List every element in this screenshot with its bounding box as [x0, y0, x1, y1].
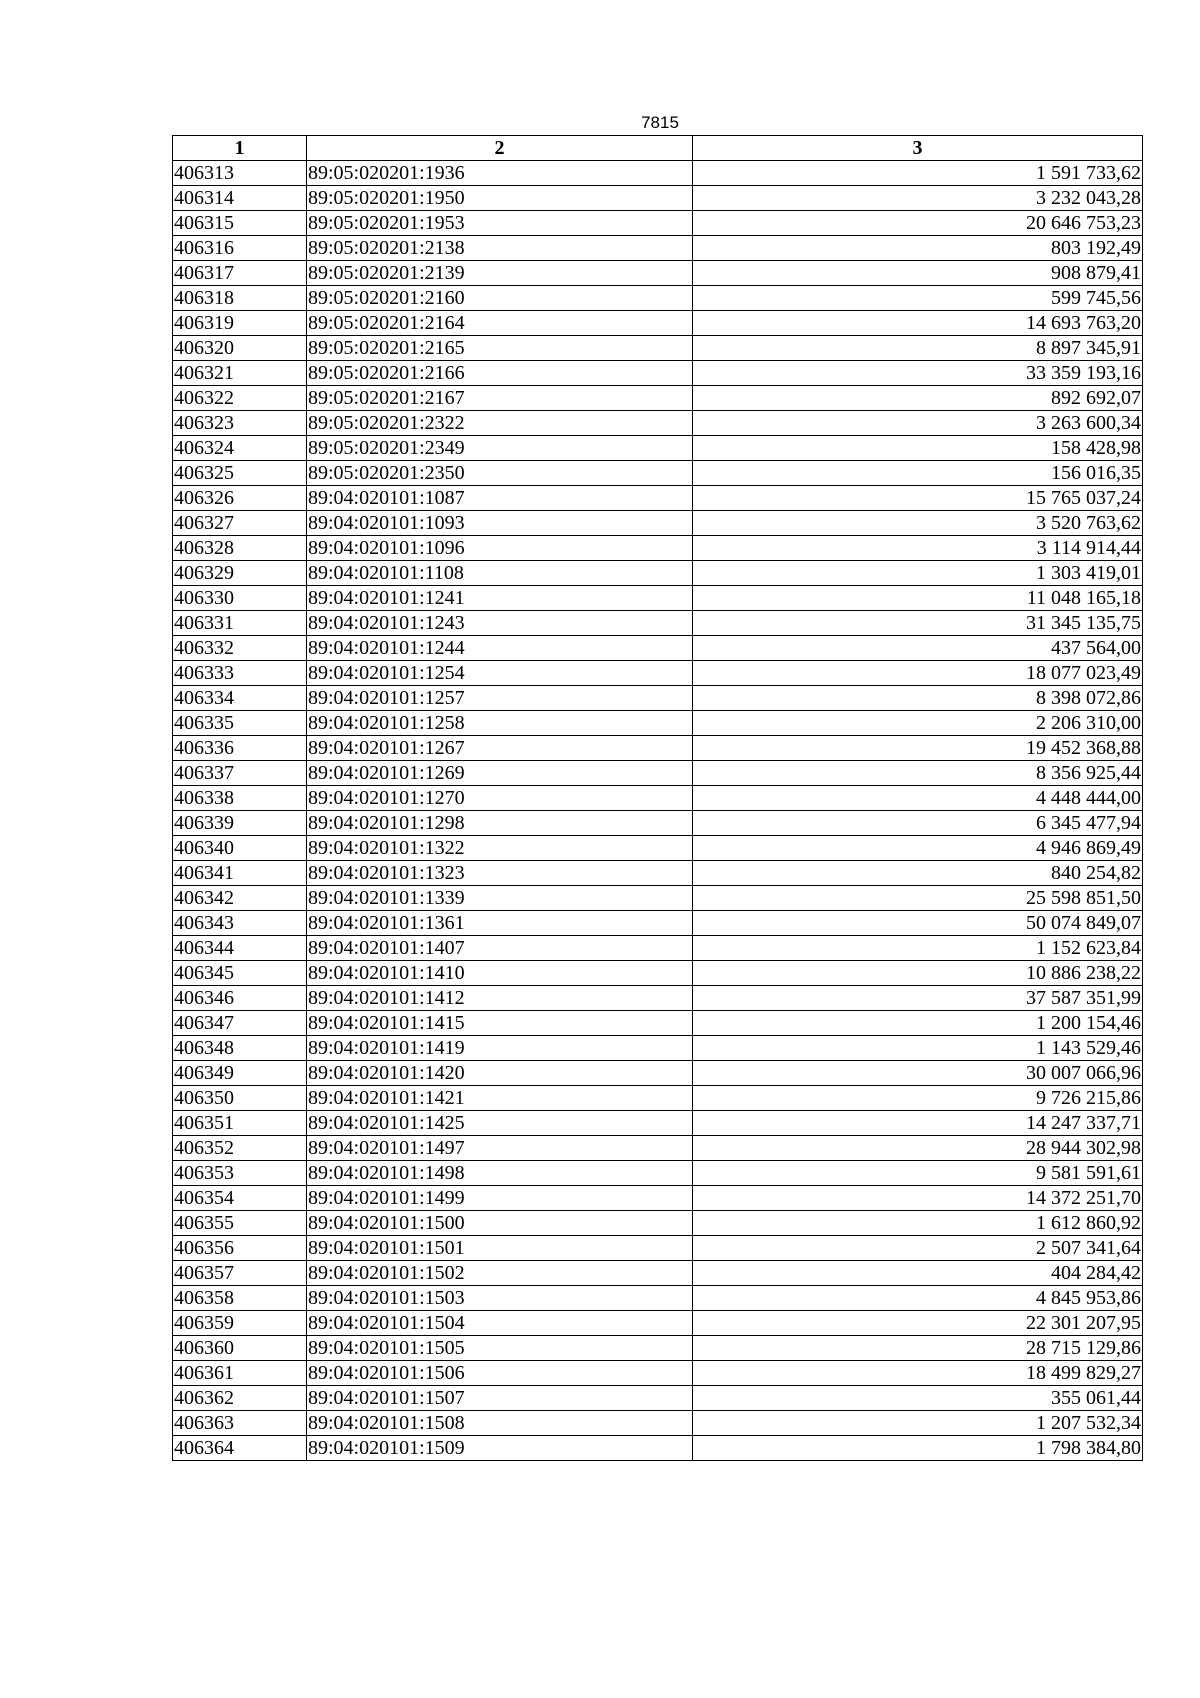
cadastral-number-cell: 89:04:020101:1323 [307, 861, 693, 886]
cadastral-number-cell: 89:04:020101:1505 [307, 1336, 693, 1361]
cadastral-number-cell: 89:04:020101:1267 [307, 736, 693, 761]
cadastral-number-cell: 89:05:020201:2165 [307, 336, 693, 361]
header-row [173, 136, 1143, 161]
table-row [173, 1436, 1143, 1461]
row-number-cell: 406328 [173, 536, 307, 561]
table-row [173, 436, 1143, 461]
row-number-cell: 406346 [173, 986, 307, 1011]
cadastral-number-cell: 89:05:020201:2164 [307, 311, 693, 336]
cadastral-number-cell: 89:05:020201:2167 [307, 386, 693, 411]
table-row [173, 711, 1143, 736]
row-number-cell: 406360 [173, 1336, 307, 1361]
value-cell: 9 726 215,86 [693, 1086, 1143, 1111]
row-number-cell: 406314 [173, 186, 307, 211]
value-cell: 50 074 849,07 [693, 911, 1143, 936]
cadastral-number-cell: 89:04:020101:1498 [307, 1161, 693, 1186]
row-number-cell: 406319 [173, 311, 307, 336]
cadastral-number-cell: 89:04:020101:1507 [307, 1386, 693, 1411]
cadastral-number-cell: 89:04:020101:1421 [307, 1086, 693, 1111]
cadastral-number-cell: 89:05:020201:2166 [307, 361, 693, 386]
row-number-cell: 406333 [173, 661, 307, 686]
table-header [173, 136, 1143, 161]
cadastral-number-cell: 89:04:020101:1497 [307, 1136, 693, 1161]
row-number-cell: 406336 [173, 736, 307, 761]
cadastral-number-cell: 89:04:020101:1506 [307, 1361, 693, 1386]
row-number-cell: 406322 [173, 386, 307, 411]
cadastral-number-cell: 89:04:020101:1108 [307, 561, 693, 586]
value-cell: 599 745,56 [693, 286, 1143, 311]
value-cell: 33 359 193,16 [693, 361, 1143, 386]
value-cell: 6 345 477,94 [693, 811, 1143, 836]
table-row [173, 761, 1143, 786]
table-row [173, 586, 1143, 611]
value-cell: 158 428,98 [693, 436, 1143, 461]
table-row [173, 1361, 1143, 1386]
table-row [173, 461, 1143, 486]
row-number-cell: 406329 [173, 561, 307, 586]
table-row [173, 1336, 1143, 1361]
table-row [173, 161, 1143, 186]
row-number-cell: 406326 [173, 486, 307, 511]
row-number-cell: 406337 [173, 761, 307, 786]
value-cell: 1 591 733,62 [693, 161, 1143, 186]
cadastral-number-cell: 89:04:020101:1425 [307, 1111, 693, 1136]
value-cell: 3 232 043,28 [693, 186, 1143, 211]
row-number-cell: 406355 [173, 1211, 307, 1236]
table-row [173, 1011, 1143, 1036]
row-number-cell: 406338 [173, 786, 307, 811]
row-number-cell: 406343 [173, 911, 307, 936]
value-cell: 4 448 444,00 [693, 786, 1143, 811]
cadastral-number-cell: 89:04:020101:1258 [307, 711, 693, 736]
table-row [173, 411, 1143, 436]
value-cell: 4 845 953,86 [693, 1286, 1143, 1311]
table-row [173, 961, 1143, 986]
table-body [173, 161, 1143, 1461]
row-number-cell: 406335 [173, 711, 307, 736]
table-row [173, 336, 1143, 361]
row-number-cell: 406357 [173, 1261, 307, 1286]
row-number-cell: 406317 [173, 261, 307, 286]
column-header-3: 3 [693, 136, 1143, 161]
row-number-cell: 406356 [173, 1236, 307, 1261]
value-cell: 18 077 023,49 [693, 661, 1143, 686]
table-row [173, 311, 1143, 336]
value-cell: 31 345 135,75 [693, 611, 1143, 636]
value-cell: 22 301 207,95 [693, 1311, 1143, 1336]
value-cell: 437 564,00 [693, 636, 1143, 661]
value-cell: 11 048 165,18 [693, 586, 1143, 611]
table-row [173, 211, 1143, 236]
row-number-cell: 406330 [173, 586, 307, 611]
table-row [173, 736, 1143, 761]
row-number-cell: 406361 [173, 1361, 307, 1386]
cadastral-number-cell: 89:04:020101:1298 [307, 811, 693, 836]
cadastral-number-cell: 89:05:020201:2139 [307, 261, 693, 286]
table-row [173, 911, 1143, 936]
value-cell: 840 254,82 [693, 861, 1143, 886]
row-number-cell: 406364 [173, 1436, 307, 1461]
cadastral-number-cell: 89:05:020201:1950 [307, 186, 693, 211]
cadastral-number-cell: 89:04:020101:1509 [307, 1436, 693, 1461]
table-row [173, 661, 1143, 686]
row-number-cell: 406323 [173, 411, 307, 436]
cadastral-number-cell: 89:04:020101:1244 [307, 636, 693, 661]
cadastral-number-cell: 89:04:020101:1361 [307, 911, 693, 936]
value-cell: 8 897 345,91 [693, 336, 1143, 361]
table-row [173, 861, 1143, 886]
cadastral-number-cell: 89:04:020101:1257 [307, 686, 693, 711]
table-row [173, 261, 1143, 286]
row-number-cell: 406353 [173, 1161, 307, 1186]
value-cell: 14 247 337,71 [693, 1111, 1143, 1136]
table-row [173, 811, 1143, 836]
row-number-cell: 406320 [173, 336, 307, 361]
row-number-cell: 406349 [173, 1061, 307, 1086]
table-row [173, 1261, 1143, 1286]
cadastral-number-cell: 89:05:020201:2350 [307, 461, 693, 486]
value-cell: 25 598 851,50 [693, 886, 1143, 911]
table-row [173, 1311, 1143, 1336]
cadastral-number-cell: 89:04:020101:1243 [307, 611, 693, 636]
value-cell: 1 303 419,01 [693, 561, 1143, 586]
cadastral-number-cell: 89:04:020101:1322 [307, 836, 693, 861]
cadastral-number-cell: 89:04:020101:1500 [307, 1211, 693, 1236]
table-row [173, 1061, 1143, 1086]
table-row [173, 1211, 1143, 1236]
table-row [173, 1036, 1143, 1061]
row-number-cell: 406341 [173, 861, 307, 886]
table-row [173, 886, 1143, 911]
value-cell: 4 946 869,49 [693, 836, 1143, 861]
value-cell: 15 765 037,24 [693, 486, 1143, 511]
value-cell: 355 061,44 [693, 1386, 1143, 1411]
page-number: 7815 [641, 113, 679, 132]
table-row [173, 511, 1143, 536]
row-number-cell: 406358 [173, 1286, 307, 1311]
row-number-cell: 406362 [173, 1386, 307, 1411]
value-cell: 8 398 072,86 [693, 686, 1143, 711]
table-row [173, 1386, 1143, 1411]
table-row [173, 786, 1143, 811]
row-number-cell: 406363 [173, 1411, 307, 1436]
cadastral-number-cell: 89:04:020101:1269 [307, 761, 693, 786]
cadastral-number-cell: 89:04:020101:1501 [307, 1236, 693, 1261]
cadastral-number-cell: 89:05:020201:1953 [307, 211, 693, 236]
data-table [172, 135, 1143, 1461]
value-cell: 1 798 384,80 [693, 1436, 1143, 1461]
table-row [173, 1111, 1143, 1136]
row-number-cell: 406354 [173, 1186, 307, 1211]
cadastral-number-cell: 89:04:020101:1410 [307, 961, 693, 986]
row-number-cell: 406348 [173, 1036, 307, 1061]
cadastral-number-cell: 89:04:020101:1096 [307, 536, 693, 561]
value-cell: 404 284,42 [693, 1261, 1143, 1286]
value-cell: 37 587 351,99 [693, 986, 1143, 1011]
cadastral-number-cell: 89:05:020201:2349 [307, 436, 693, 461]
value-cell: 156 016,35 [693, 461, 1143, 486]
row-number-cell: 406359 [173, 1311, 307, 1336]
value-cell: 3 114 914,44 [693, 536, 1143, 561]
row-number-cell: 406334 [173, 686, 307, 711]
value-cell: 10 886 238,22 [693, 961, 1143, 986]
table-row [173, 986, 1143, 1011]
row-number-cell: 406347 [173, 1011, 307, 1036]
row-number-cell: 406324 [173, 436, 307, 461]
row-number-cell: 406327 [173, 511, 307, 536]
row-number-cell: 406340 [173, 836, 307, 861]
cadastral-number-cell: 89:04:020101:1503 [307, 1286, 693, 1311]
cadastral-number-cell: 89:04:020101:1499 [307, 1186, 693, 1211]
cadastral-number-cell: 89:04:020101:1270 [307, 786, 693, 811]
cadastral-number-cell: 89:05:020201:1936 [307, 161, 693, 186]
value-cell: 28 715 129,86 [693, 1336, 1143, 1361]
value-cell: 14 693 763,20 [693, 311, 1143, 336]
table-row [173, 561, 1143, 586]
row-number-cell: 406315 [173, 211, 307, 236]
table-row [173, 361, 1143, 386]
row-number-cell: 406344 [173, 936, 307, 961]
row-number-cell: 406325 [173, 461, 307, 486]
cadastral-number-cell: 89:04:020101:1508 [307, 1411, 693, 1436]
value-cell: 2 507 341,64 [693, 1236, 1143, 1261]
table-row [173, 386, 1143, 411]
column-header-1: 1 [173, 136, 307, 161]
cadastral-number-cell: 89:04:020101:1419 [307, 1036, 693, 1061]
value-cell: 1 143 529,46 [693, 1036, 1143, 1061]
row-number-cell: 406316 [173, 236, 307, 261]
cadastral-number-cell: 89:04:020101:1504 [307, 1311, 693, 1336]
value-cell: 20 646 753,23 [693, 211, 1143, 236]
table-row [173, 611, 1143, 636]
value-cell: 3 520 763,62 [693, 511, 1143, 536]
value-cell: 2 206 310,00 [693, 711, 1143, 736]
row-number-cell: 406331 [173, 611, 307, 636]
table-row [173, 1136, 1143, 1161]
cadastral-number-cell: 89:04:020101:1407 [307, 936, 693, 961]
table-row [173, 1286, 1143, 1311]
table-row [173, 1161, 1143, 1186]
row-number-cell: 406351 [173, 1111, 307, 1136]
value-cell: 1 612 860,92 [693, 1211, 1143, 1236]
value-cell: 892 692,07 [693, 386, 1143, 411]
cadastral-number-cell: 89:04:020101:1254 [307, 661, 693, 686]
value-cell: 1 200 154,46 [693, 1011, 1143, 1036]
value-cell: 908 879,41 [693, 261, 1143, 286]
table-row [173, 1411, 1143, 1436]
value-cell: 8 356 925,44 [693, 761, 1143, 786]
cadastral-number-cell: 89:04:020101:1339 [307, 886, 693, 911]
cadastral-number-cell: 89:04:020101:1415 [307, 1011, 693, 1036]
value-cell: 1 152 623,84 [693, 936, 1143, 961]
row-number-cell: 406339 [173, 811, 307, 836]
row-number-cell: 406352 [173, 1136, 307, 1161]
column-header-2: 2 [307, 136, 693, 161]
table-row [173, 636, 1143, 661]
table-row [173, 236, 1143, 261]
row-number-cell: 406345 [173, 961, 307, 986]
table-row [173, 486, 1143, 511]
table-row [173, 286, 1143, 311]
table-row [173, 686, 1143, 711]
value-cell: 30 007 066,96 [693, 1061, 1143, 1086]
cadastral-number-cell: 89:05:020201:2138 [307, 236, 693, 261]
row-number-cell: 406332 [173, 636, 307, 661]
row-number-cell: 406313 [173, 161, 307, 186]
cadastral-number-cell: 89:04:020101:1502 [307, 1261, 693, 1286]
value-cell: 3 263 600,34 [693, 411, 1143, 436]
row-number-cell: 406318 [173, 286, 307, 311]
value-cell: 18 499 829,27 [693, 1361, 1143, 1386]
cadastral-number-cell: 89:05:020201:2322 [307, 411, 693, 436]
cadastral-number-cell: 89:04:020101:1412 [307, 986, 693, 1011]
table-row [173, 936, 1143, 961]
row-number-cell: 406342 [173, 886, 307, 911]
value-cell: 803 192,49 [693, 236, 1143, 261]
table-row [173, 836, 1143, 861]
value-cell: 9 581 591,61 [693, 1161, 1143, 1186]
cadastral-number-cell: 89:04:020101:1241 [307, 586, 693, 611]
table-row [173, 1186, 1143, 1211]
row-number-cell: 406321 [173, 361, 307, 386]
value-cell: 19 452 368,88 [693, 736, 1143, 761]
cadastral-number-cell: 89:05:020201:2160 [307, 286, 693, 311]
table-row [173, 536, 1143, 561]
value-cell: 28 944 302,98 [693, 1136, 1143, 1161]
table-row [173, 186, 1143, 211]
value-cell: 1 207 532,34 [693, 1411, 1143, 1436]
table-row [173, 1236, 1143, 1261]
value-cell: 14 372 251,70 [693, 1186, 1143, 1211]
row-number-cell: 406350 [173, 1086, 307, 1111]
cadastral-number-cell: 89:04:020101:1087 [307, 486, 693, 511]
cadastral-number-cell: 89:04:020101:1093 [307, 511, 693, 536]
cadastral-number-cell: 89:04:020101:1420 [307, 1061, 693, 1086]
table-row [173, 1086, 1143, 1111]
